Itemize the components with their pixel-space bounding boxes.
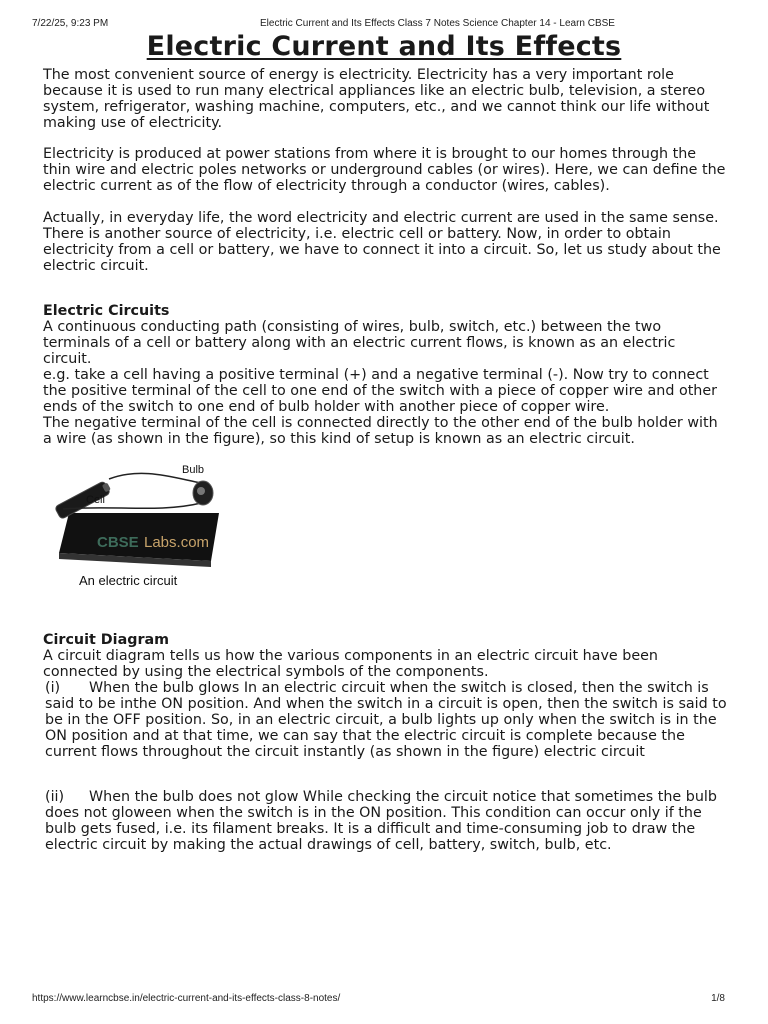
circuits-example: e.g. take a cell having a positive terminal (+) and a negative terminal (-). Now try to connect the positive terminal of the cell to one end of the switch with a piece of copper wire and other ends of the switch to one end of bulb holder with another piece of copper wire. [43,367,718,415]
list-item-text: When the bulb glows In an electric circuit when the switch is closed, then the switch is said to be inthe ON position. And when the switch in a circuit is open, then the switch is said to be in the OFF position. So, in an electric circuit, a bulb lights up only when the switch is in the ON position and at that time, we can say that the electric circuit is complete because the current flows throughout the circuit instantly (as shown in the figure) electric circuit [45,680,727,760]
page-number: 1/8 [711,993,725,1004]
electric-circuit-figure [51,461,241,589]
print-footer [0,993,768,1007]
paragraph-everyday-life: Actually, in everyday life, the word electricity and electric current are used in the same sense. There is another source of electricity, i.e. electric cell or battery. Now, in order to obtain electricity from a cell or battery, we have to connect it into a circuit. So, let us study about the electric circuit. [43,210,721,274]
paragraph-power-stations: Electricity is produced at power stations from where it is brought to our homes through the thin wire and electric poles networks or underground cables (or wires). Here, we can define the electric current as of the flow of electricity through a conductor (wires, cables). [43,146,726,194]
list-item-bulb-not-glow [43,789,727,853]
article-body [43,67,727,853]
heading-electric-circuits: Electric Circuits [43,303,170,319]
watermark-cbse: CBSE [97,534,139,551]
electric-circuit-illustration [51,461,241,589]
circuits-negative-terminal: The negative terminal of the cell is connected directly to the other end of the bulb holder with a wire (as shown in the figure), so this kind of setup is known as an electric circuit. [43,415,718,447]
paragraph-intro: The most convenient source of energy is electricity. Electricity has a very important role because it is used to run many electrical appliances like an electric bulb, television, a stereo system, refrigerator, washing machine, computers, etc., and we cannot think our life without making use of electricity. [43,67,710,131]
footer-url: https://www.learncbse.in/electric-current-and-its-effects-class-8-notes/ [32,993,341,1004]
list-marker: (i) [45,680,61,696]
print-page-title: Electric Current and Its Effects Class 7 Notes Science Chapter 14 - Learn CBSE [260,18,615,29]
circuit-diagram-intro: A circuit diagram tells us how the various components in an electric circuit have been connected by using the electrical symbols of the components. [43,648,658,680]
print-timestamp: 7/22/25, 9:23 PM [32,18,109,29]
heading-circuit-diagram: Circuit Diagram [43,632,170,648]
label-cell: Cell [86,494,105,506]
label-bulb: Bulb [182,464,205,476]
list-item-text: When the bulb does not glow While checking the circuit notice that sometimes the bulb does not gloween when the switch is in the ON position. This condition can occur only if the bulb gets fused, i.e. its filament breaks. It is a difficult and time-consuming job to draw the electric circuit by making the actual drawings of cell, battery, switch, bulb, etc. [45,789,717,853]
watermark-labs: Labs.com [144,534,210,551]
page-title: Electric Current and Its Effects [146,31,622,62]
print-header [0,18,768,32]
figure-caption: An electric circuit [79,573,178,588]
list-marker: (ii) [45,789,65,805]
list-item-bulb-glows [43,680,727,760]
circuits-definition: A continuous conducting path (consisting of wires, bulb, switch, etc.) between the two terminals of a cell or battery along with an electric current flows, is known as an electric circuit. [43,319,676,367]
